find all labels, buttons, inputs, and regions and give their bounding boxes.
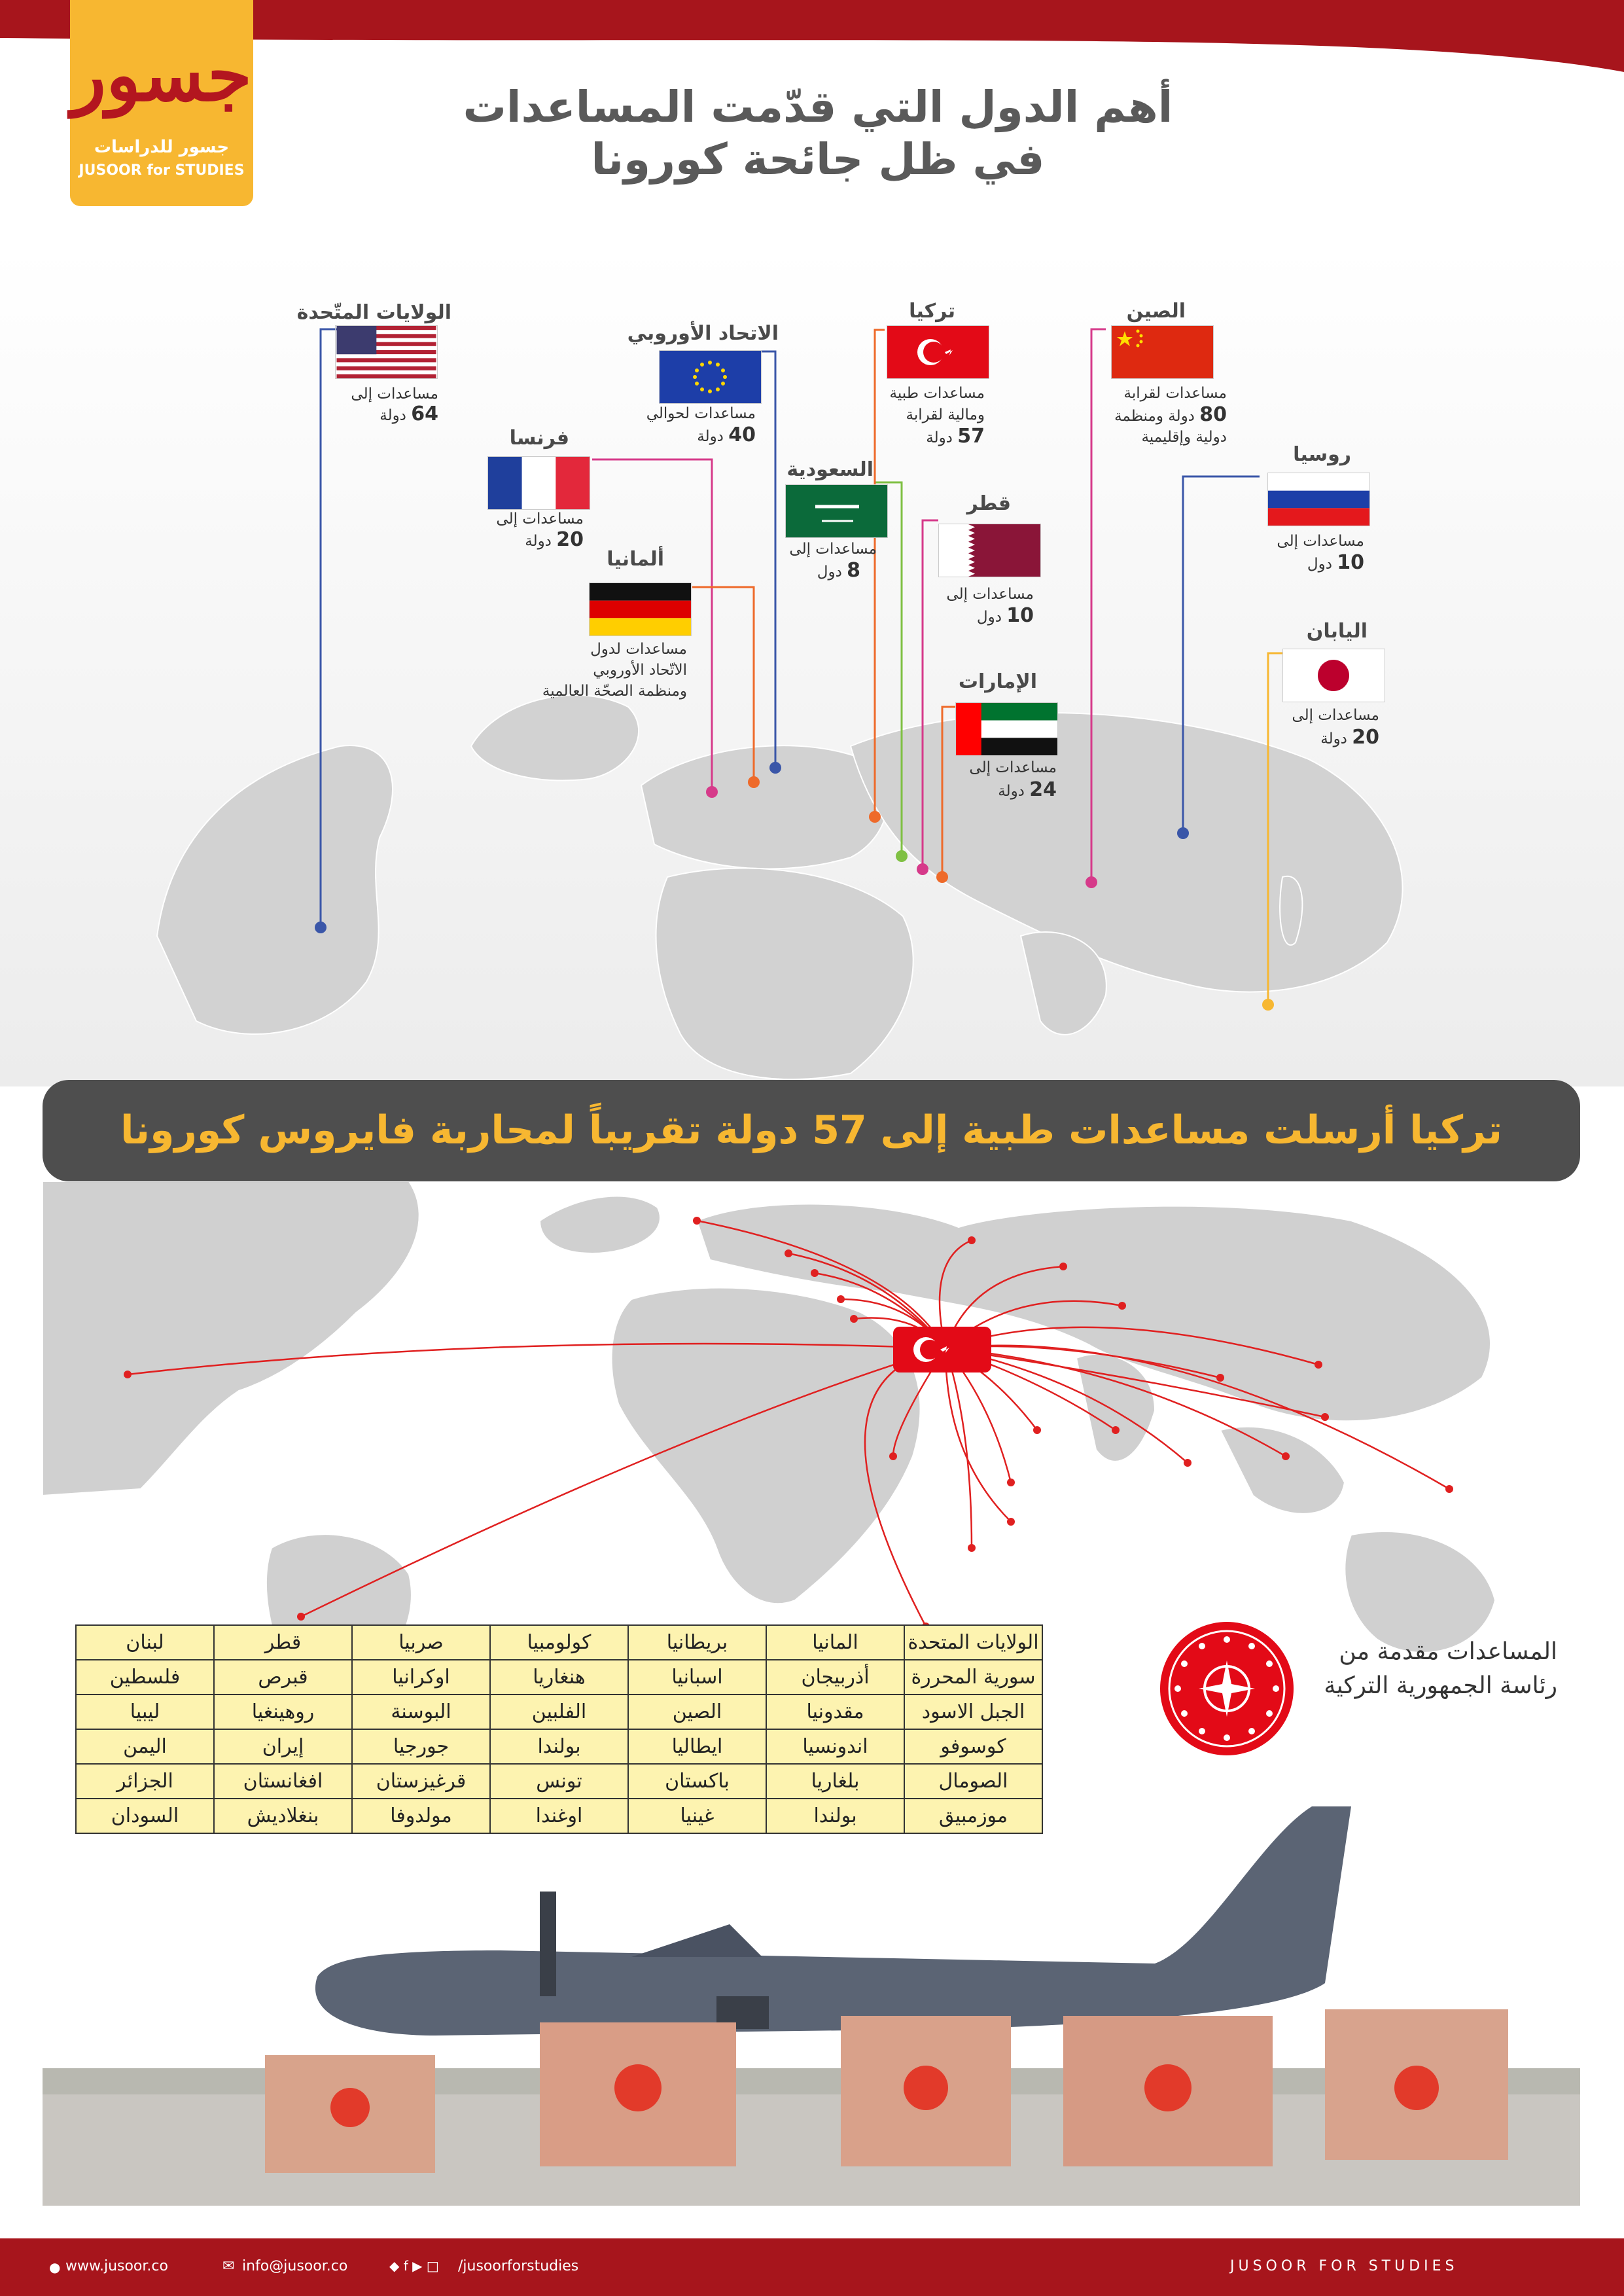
donor-france-num: 20 <box>556 528 584 551</box>
table-cell: الفلبين <box>490 1695 628 1729</box>
china-flag-icon <box>1111 325 1214 379</box>
donor-usa-count <box>308 403 438 427</box>
table-cell: اوغندا <box>490 1799 628 1833</box>
table-row <box>76 1729 1042 1764</box>
table-cell: كولومبيا <box>490 1625 628 1660</box>
table-cell: بنغلاديش <box>214 1799 352 1833</box>
table-cell: مقدونيا <box>766 1695 904 1729</box>
headline-text: تركيا أرسلت مساعدات طبية إلى 57 دولة تقريباً لمحاربة فايروس كورونا <box>120 1107 1502 1153</box>
japan-flag-icon <box>1282 649 1385 702</box>
france-flag-icon <box>487 456 590 510</box>
table-cell: اوكرانيا <box>352 1660 490 1695</box>
donor-saudi-name: السعودية <box>786 458 874 481</box>
donor-russia-unit: دول <box>1307 556 1332 573</box>
table-cell: إيران <box>214 1729 352 1764</box>
donor-uae-num: 24 <box>1029 778 1057 801</box>
page-title-line2: في ظل جائحة كورونا <box>591 134 1045 185</box>
seal-caption <box>1302 1635 1557 1703</box>
donor-eu-count <box>622 424 756 448</box>
donor-qatar-name: قطر <box>966 492 1011 515</box>
logo-arabic: جسور للدراسات <box>94 137 230 157</box>
donor-eu-unit: دولة <box>697 428 724 445</box>
donor-china-line2-wrap <box>1047 404 1227 427</box>
donor-saudi-text: مساعدات إلى <box>789 541 877 558</box>
eu-flag-icon <box>659 350 762 404</box>
turkey-flag-icon <box>887 325 989 379</box>
donor-turkey-count <box>851 425 985 449</box>
donor-saudi-count <box>746 560 860 583</box>
table-row <box>76 1764 1042 1799</box>
table-cell: بريطانيا <box>628 1625 766 1660</box>
table-cell: سورية المحررة <box>904 1660 1042 1695</box>
donor-russia-name: روسيا <box>1293 443 1351 466</box>
donor-china-line2: دولة ومنظمة <box>1114 408 1195 425</box>
donor-saudi-unit: دول <box>817 564 842 581</box>
donor-france-name: فرنسا <box>509 427 569 450</box>
table-cell: بلغاريا <box>766 1764 904 1799</box>
donor-uae-text: مساعدات إلى <box>969 759 1057 776</box>
table-cell: اندونسيا <box>766 1729 904 1764</box>
donor-france-unit: دولة <box>525 533 552 550</box>
donor-usa-name: الولايات المتّحدة <box>296 301 451 324</box>
footer <box>0 2238 1624 2296</box>
logo <box>70 0 253 206</box>
globe-icon: ● <box>49 2259 61 2275</box>
donor-germany-line1: مساعدات لدول <box>590 641 687 658</box>
table-cell: باكستان <box>628 1764 766 1799</box>
donor-uae-count <box>929 779 1057 802</box>
table-cell: المانيا <box>766 1625 904 1660</box>
donor-qatar-num: 10 <box>1006 604 1034 627</box>
usa-flag-icon <box>335 325 438 379</box>
table-cell: جورجيا <box>352 1729 490 1764</box>
donor-qatar-unit: دول <box>976 609 1002 626</box>
donor-japan-count <box>1243 726 1379 750</box>
footer-email-link[interactable]: info@jusoor.co <box>242 2258 348 2274</box>
logo-english: JUSOOR for STUDIES <box>79 162 245 179</box>
donor-qatar-count <box>916 605 1034 628</box>
donor-turkey-line1: مساعدات طبية <box>889 385 985 402</box>
table-cell: اليمن <box>76 1729 214 1764</box>
qatar-flag-icon <box>938 524 1041 577</box>
donor-china-line3: دولية وإقليمية <box>1141 429 1227 446</box>
donor-turkey-line2: ومالية لقرابة <box>906 406 985 423</box>
page-title-line1: أهم الدول التي قدّمت المساعدات <box>463 82 1173 132</box>
footer-website-link[interactable]: www.jusoor.co <box>65 2258 168 2274</box>
donor-saudi-num: 8 <box>847 559 860 582</box>
table-row <box>76 1660 1042 1695</box>
donor-japan-unit: دولة <box>1320 730 1347 747</box>
donor-japan-name: اليابان <box>1306 620 1368 643</box>
headline-banner <box>43 1080 1580 1181</box>
table-cell: البوسنة <box>352 1695 490 1729</box>
donor-usa-num: 64 <box>411 403 438 425</box>
table-cell: السودان <box>76 1799 214 1833</box>
seal-caption-line2: رئاسة الجمهورية التركية <box>1324 1672 1557 1699</box>
donor-usa-unit: دولة <box>380 407 406 424</box>
germany-flag-icon <box>589 583 692 636</box>
donor-russia-text: مساعدات إلى <box>1277 533 1364 550</box>
table-cell: الجبل الاسود <box>904 1695 1042 1729</box>
logo-mark: جسور <box>71 33 253 117</box>
table-cell: الصين <box>628 1695 766 1729</box>
donor-russia-num: 10 <box>1337 551 1364 574</box>
donor-china-name: الصين <box>1126 300 1186 323</box>
table-cell: تونس <box>490 1764 628 1799</box>
uae-flag-icon <box>955 702 1058 756</box>
donor-germany-line2: الاتّحاد الأوروبي <box>593 662 687 679</box>
table-cell: ايطاليا <box>628 1729 766 1764</box>
table-cell: موزمبيق <box>904 1799 1042 1833</box>
table-cell: أذربيجان <box>766 1660 904 1695</box>
donor-turkey-unit: دولة <box>926 429 953 446</box>
table-cell: مولدوفا <box>352 1799 490 1833</box>
footer-brand: JUSOOR FOR STUDIES <box>1230 2258 1458 2274</box>
social-icons: ◆ f ▶ □ <box>389 2258 439 2274</box>
donor-japan-text: مساعدات إلى <box>1292 707 1379 724</box>
donor-qatar-text: مساعدات إلى <box>946 586 1034 603</box>
recipients-table <box>75 1624 1043 1834</box>
table-cell: فلسطين <box>76 1660 214 1695</box>
table-cell: ليبيا <box>76 1695 214 1729</box>
donor-turkey-name: تركيا <box>909 300 955 323</box>
footer-social-handle[interactable]: /jusoorforstudies <box>458 2258 579 2274</box>
table-row <box>76 1695 1042 1729</box>
table-cell: كوسوفو <box>904 1729 1042 1764</box>
mail-icon: ✉ <box>222 2258 235 2274</box>
table-row <box>76 1625 1042 1660</box>
table-cell: قرغيزستان <box>352 1764 490 1799</box>
donor-germany-name: ألمانيا <box>607 548 664 571</box>
table-cell: غينيا <box>628 1799 766 1833</box>
table-cell: الولايات المتحدة <box>904 1625 1042 1660</box>
table-cell: روهينغيا <box>214 1695 352 1729</box>
table-cell: صربيا <box>352 1625 490 1660</box>
seal-caption-line1: المساعدات مقدمة من <box>1339 1638 1557 1665</box>
table-cell: اسبانيا <box>628 1660 766 1695</box>
donor-eu-name: الاتحاد الأوروبي <box>627 322 779 345</box>
donor-uae-unit: دولة <box>998 783 1025 800</box>
donor-france-text: مساعدات إلى <box>496 511 584 528</box>
table-cell: بولندا <box>490 1729 628 1764</box>
table-cell: افغانستان <box>214 1764 352 1799</box>
donor-germany-line3: ومنظمة الصحّة العالمية <box>542 683 687 700</box>
donor-china-line1: مساعدات لقرابة <box>1123 385 1227 402</box>
turkey-aid-map <box>43 1181 1580 1679</box>
table-cell: بولندا <box>766 1799 904 1833</box>
donor-russia-count <box>1230 552 1364 575</box>
table-cell: قبرص <box>214 1660 352 1695</box>
saudi-flag-icon <box>785 484 888 538</box>
table-cell: هنغاريا <box>490 1660 628 1695</box>
donor-china-num: 80 <box>1199 403 1227 426</box>
table-cell: الجزائر <box>76 1764 214 1799</box>
donor-usa-text: مساعدات إلى <box>351 386 438 403</box>
donor-eu-text: مساعدات لحوالي <box>646 405 756 422</box>
presidential-seal-icon <box>1158 1620 1296 1757</box>
table-row <box>76 1799 1042 1833</box>
russia-flag-icon <box>1267 473 1370 526</box>
donor-uae-name: الإمارات <box>958 670 1037 693</box>
donor-eu-num: 40 <box>728 423 756 446</box>
table-cell: الصومال <box>904 1764 1042 1799</box>
donor-japan-num: 20 <box>1352 726 1379 749</box>
donor-turkey-num: 57 <box>957 425 985 448</box>
table-cell: قطر <box>214 1625 352 1660</box>
table-cell: لبنان <box>76 1625 214 1660</box>
